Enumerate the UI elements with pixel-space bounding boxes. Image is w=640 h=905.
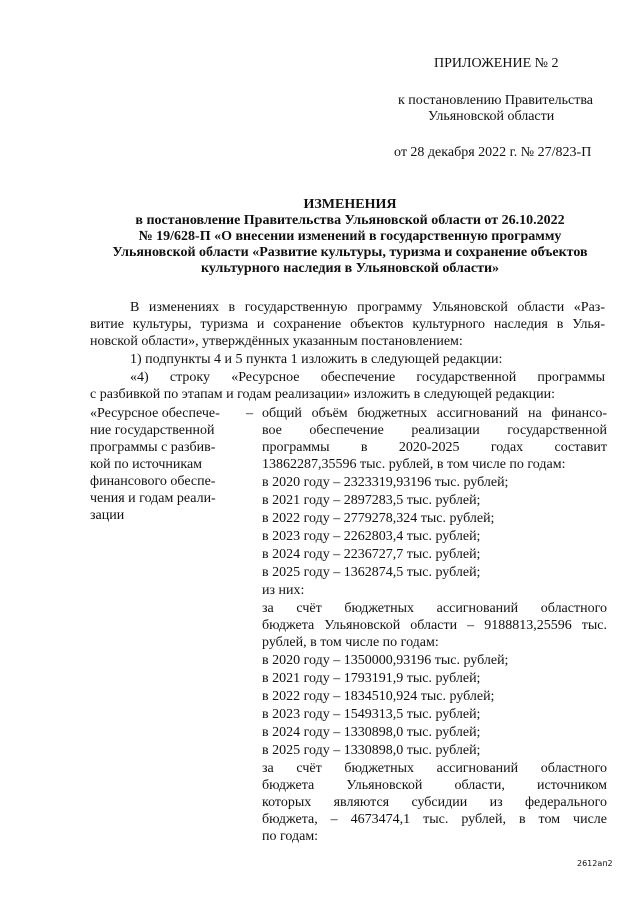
doc-title-line4: Ульяновской области «Развитие культуры, туризма и сохранение объектов (112, 245, 588, 260)
regional-year-2022: в 2022 году – 1834510,924 тыс. рублей; (262, 689, 495, 704)
federal-line5: по годам: (262, 829, 319, 844)
appendix-date: от 28 декабря 2022 г. № 27/823-П (394, 145, 592, 160)
total-year-2022: в 2022 году – 2779278,324 тыс. рублей; (262, 511, 495, 526)
federal-line1: за счёт бюджетных ассигнований областного (262, 761, 607, 776)
left-col-line: «Ресурсное обеспече- (90, 406, 220, 421)
total-year-2025: в 2025 году – 1362874,5 тыс. рублей; (262, 565, 481, 580)
footer-code: 2612ап2 (577, 859, 613, 868)
regional-year-2020: в 2020 году – 1350000,93196 тыс. рублей; (262, 653, 509, 668)
appendix-ref-line2: Ульяновской области (428, 109, 555, 124)
federal-line2: бюджета Ульяновской области, источником (262, 778, 607, 793)
intro-line1: В изменениях в государственную программу Ульяновской области «Раз- (130, 300, 605, 315)
total-year-2021: в 2021 году – 2897283,5 тыс. рублей; (262, 493, 481, 508)
column-dash: – (246, 406, 253, 421)
federal-line3: которых являются субсидии из федерального (262, 795, 607, 810)
federal-line4: бюджета, – 4673474,1 тыс. рублей, в том числе (262, 812, 607, 827)
item-2-line2: с разбивкой по этапам и годам реализации» изложить в следующей редакции: (90, 387, 556, 402)
regional-line2: бюджета Ульяновской области – 9188813,25596 тыс. (262, 618, 607, 633)
left-col-line: ние государственной (90, 423, 215, 438)
left-col-line: финансового обеспе- (90, 474, 216, 489)
doc-title-line3: № 19/628-П «О внесении изменений в государственную программу (138, 229, 562, 244)
appendix-ref-line1: к постановлению Правительства (398, 93, 594, 108)
total-year-2023: в 2023 году – 2262803,4 тыс. рублей; (262, 529, 481, 544)
appendix-number: ПРИЛОЖЕНИЕ № 2 (434, 56, 559, 71)
item-1: 1) подпункты 4 и 5 пункта 1 изложить в следующей редакции: (130, 352, 503, 367)
total-year-2024: в 2024 году – 2236727,7 тыс. рублей; (262, 547, 481, 562)
left-col-line: чения и годам реали- (90, 491, 216, 506)
regional-year-2025: в 2025 году – 1330898,0 тыс. рублей; (262, 743, 481, 758)
total-line3: программы в 2020-2025 годах составит (262, 440, 607, 455)
total-line4: 13862287,35596 тыс. рублей, в том числе по годам: (262, 457, 566, 472)
left-col-line: программы с разбив- (90, 440, 216, 455)
regional-line3: рублей, в том числе по годам: (262, 635, 439, 650)
regional-year-2023: в 2023 году – 1549313,5 тыс. рублей; (262, 707, 481, 722)
left-col-line: зации (90, 508, 125, 523)
intro-line3: новской области», утверждённых указанным постановлением: (90, 334, 463, 349)
regional-year-2021: в 2021 году – 1793191,9 тыс. рублей; (262, 671, 481, 686)
regional-line1: за счёт бюджетных ассигнований областного (262, 601, 607, 616)
item-2-line1: «4) строку «Ресурсное обеспечение государственной программы (130, 370, 605, 385)
total-line2: вое обеспечение реализации государственной (262, 423, 607, 438)
doc-title-line2: в постановление Правительства Ульяновской области от 26.10.2022 (135, 213, 565, 228)
regional-year-2024: в 2024 году – 1330898,0 тыс. рублей; (262, 725, 481, 740)
total-line1: общий объём бюджетных ассигнований на финансо- (262, 406, 607, 421)
left-col-line: кой по источникам (90, 457, 203, 472)
doc-title: ИЗМЕНЕНИЯ (303, 197, 397, 212)
intro-line2: витие культуры, туризма и сохранение объектов культурного наследия в Улья- (90, 317, 605, 332)
of-them-label: из них: (262, 583, 305, 598)
doc-title-line5: культурного наследия в Ульяновской области» (200, 261, 500, 276)
total-year-2020: в 2020 году – 2323319,93196 тыс. рублей; (262, 475, 509, 490)
